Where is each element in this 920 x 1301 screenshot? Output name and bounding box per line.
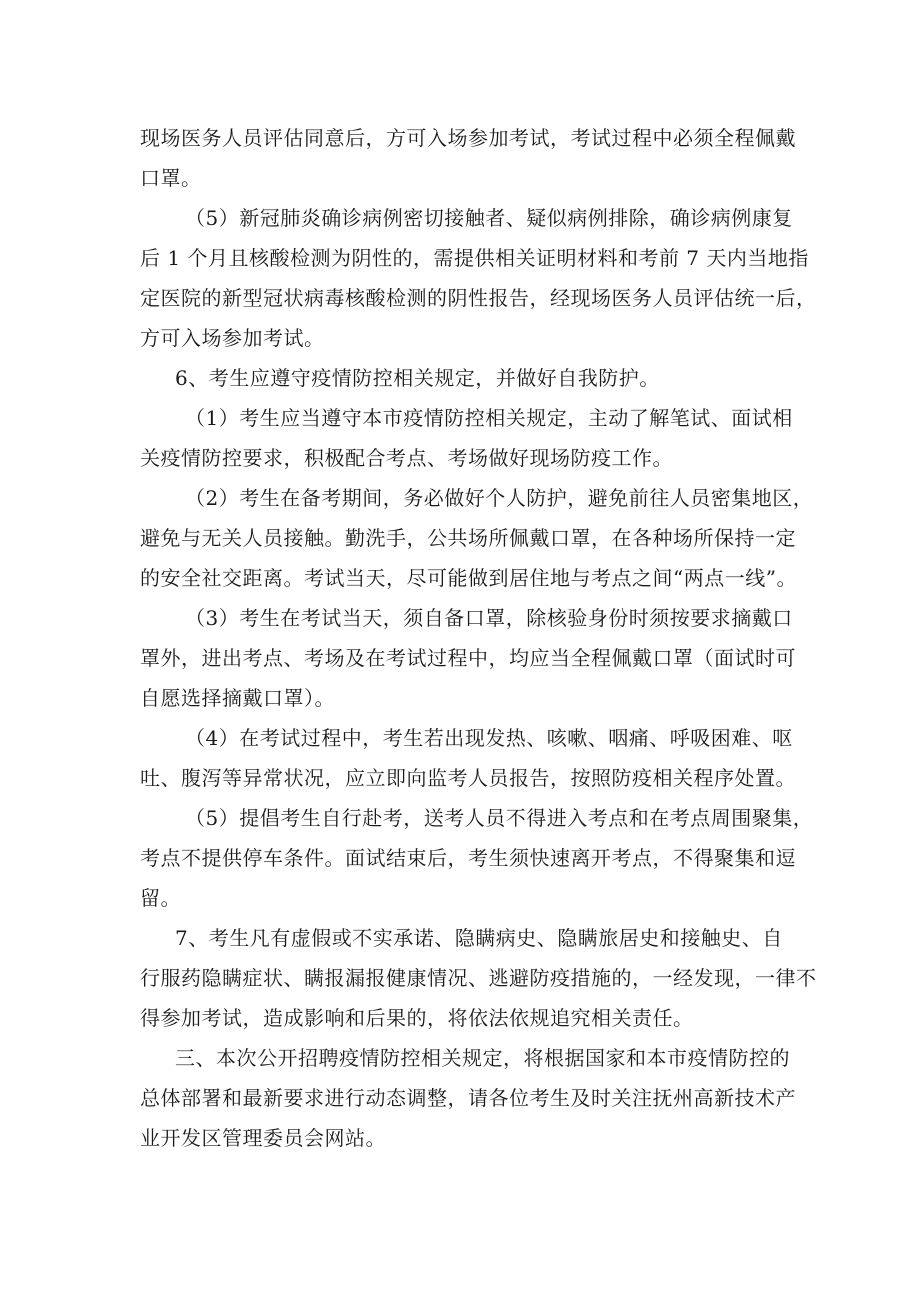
paragraph-line: （4）在考试过程中，考生若出现发热、咳嗽、咽痛、呼吸困难、呕 <box>185 726 793 750</box>
paragraph-line: （5）提倡考生自行赴考，送考人员不得进入考点和在考点周围聚集， <box>185 806 814 830</box>
paragraph-line: 罩外，进出考点、考场及在考试过程中，均应当全程佩戴口罩（面试时可 <box>140 646 796 670</box>
paragraph-line: 行服药隐瞒症状、瞒报漏报健康情况、逃避防疫措施的，一经发现，一律不 <box>140 966 817 990</box>
paragraph-line: 的安全社交距离。考试当天，尽可能做到居住地与考点之间“两点一线”。 <box>140 566 797 590</box>
paragraph-line: 总体部署和最新要求进行动态调整，请各位考生及时关注抚州高新技术产 <box>140 1086 796 1110</box>
paragraph-line: 定医院的新型冠状病毒核酸检测的阴性报告，经现场医务人员评估统一后， <box>140 286 817 310</box>
paragraph-line: （3）考生在考试当天，须自备口罩，除核验身份时须按要求摘戴口 <box>185 606 793 630</box>
paragraph-line: 考点不提供停车条件。面试结束后，考生须快速离开考点，不得聚集和逗 <box>140 846 796 870</box>
paragraph-line: 口罩。 <box>140 166 202 190</box>
paragraph-line: 得参加考试，造成影响和后果的，将依法依规追究相关责任。 <box>140 1006 694 1030</box>
paragraph-line: 自愿选择摘戴口罩）。 <box>140 686 335 710</box>
paragraph-line: （1）考生应当遵守本市疫情防控相关规定，主动了解笔试、面试相 <box>185 406 793 430</box>
paragraph-line: 吐、腹泻等异常状况，应立即向监考人员报告，按照防疫相关程序处置。 <box>140 766 796 790</box>
paragraph-line: 方可入场参加考试。 <box>140 326 325 350</box>
paragraph-line: （2）考生在备考期间，务必做好个人防护，避免前往人员密集地区， <box>185 486 814 510</box>
paragraph-line: 业开发区管理委员会网站。 <box>140 1126 386 1150</box>
paragraph-line: 避免与无关人员接触。勤洗手，公共场所佩戴口罩，在各种场所保持一定 <box>140 526 796 550</box>
paragraph-line: 后 1 个月且核酸检测为阴性的，需提供相关证明材料和考前 7 天内当地指 <box>140 246 809 270</box>
section-heading-line: 6、考生应遵守疫情防控相关规定，并做好自我防护。 <box>175 366 660 390</box>
section-heading-line: 三、本次公开招聘疫情防控相关规定，将根据国家和本市疫情防控的 <box>175 1046 790 1070</box>
paragraph-line: 关疫情防控要求，积极配合考点、考场做好现场防疫工作。 <box>140 446 673 470</box>
paragraph-line: 现场医务人员评估同意后，方可入场参加考试，考试过程中必须全程佩戴 <box>140 126 796 150</box>
paragraph-line: 留。 <box>140 886 181 910</box>
paragraph-line: （5）新冠肺炎确诊病例密切接触者、疑似病例排除，确诊病例康复 <box>185 206 793 230</box>
section-heading-line: 7、考生凡有虚假或不实承诺、隐瞒病史、隐瞒旅居史和接触史、自 <box>175 926 783 950</box>
